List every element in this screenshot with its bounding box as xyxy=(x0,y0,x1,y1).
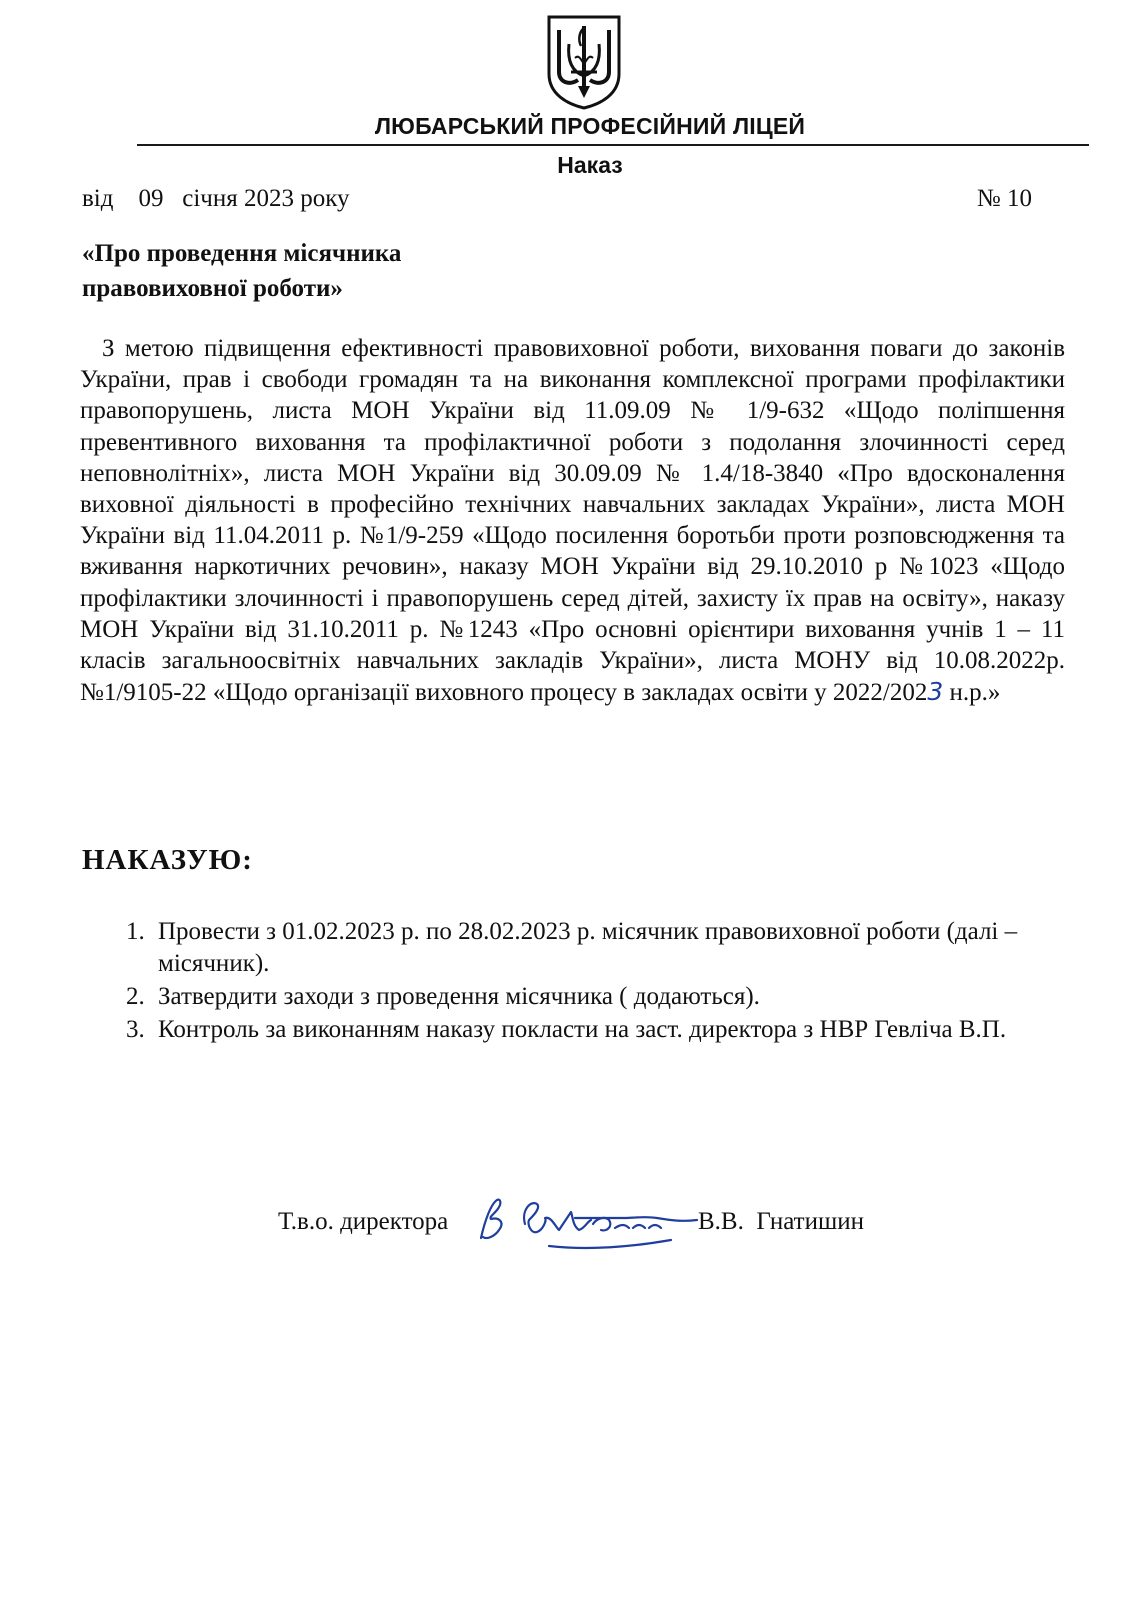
preamble-text-end: н.р.» xyxy=(943,679,1001,707)
order-item-number: 2. xyxy=(126,983,145,1010)
order-items-list xyxy=(108,916,1068,1047)
order-item-number: 3. xyxy=(126,1016,145,1043)
order-number: № 10 xyxy=(976,185,1032,212)
decree-heading: НАКАЗУЮ: xyxy=(82,844,253,876)
preamble-paragraph xyxy=(80,333,1065,708)
handwritten-correction: 3 xyxy=(927,677,944,707)
order-item-text: Провести з 01.02.2023 р. по 28.02.2023 р. місячник правовиховної роботи (далі – місячник). xyxy=(158,918,1018,977)
coat-of-arms-icon xyxy=(545,14,623,110)
organization-name: ЛЮБАРСЬКИЙ ПРОФЕСІЙНИЙ ЛІЦЕЙ xyxy=(374,113,806,139)
subject-line-1: «Про проведення місячника xyxy=(82,240,402,267)
handwritten-signature xyxy=(475,1190,705,1254)
document-type-title: Наказ xyxy=(557,152,623,178)
preamble-text: З метою підвищення ефективності правовиховної роботи, виховання поваги до законів України, прав і свободи громадян та на виконання комплексної програми профілактики правопорушень, листа МОН України від 11.09.09 № 1/9-632 «Щодо поліпшення превентивного виховання та профілактичної роботи з подолання злочинності серед неповнолітніх», листа МОН України від 30.09.09 № 1.4/18-3840 «Про вдосконалення виховної діяльності в професійно технічних навчальних закладах України», листа МОН України від 11.04.2011 р. №1/9-259 «Щодо посилення боротьби проти розповсюдження та вживання наркотичних речовин», наказу МОН України від 29.10.2010 р №1023 «Щодо профілактики злочинності і правопорушень серед дітей, захисту їх прав на освіту», наказу МОН України від 31.10.2011 р. №1243 «Про основні орієнтири виховання учнів 1 – 11 класів загальноосвітніх навчальних закладів України», листа МОНУ від 10.08.2022р. №1/9105-22 «Щодо організації виховного процесу в закладах освіти у 2022/202 xyxy=(80,335,1065,707)
order-subject xyxy=(82,236,682,306)
order-item-text: Контроль за виконанням наказу покласти на заст. директора з НВР Гевліча В.П. xyxy=(158,1016,1007,1043)
order-item xyxy=(108,1014,1068,1046)
header-rule xyxy=(137,144,1089,146)
order-item-number: 1. xyxy=(126,918,145,945)
date-number-line xyxy=(82,185,1032,213)
signatory-role: Т.в.о. директора xyxy=(278,1208,449,1235)
signatory-name: В.В. Гнатишин xyxy=(698,1208,864,1235)
order-item xyxy=(108,981,1068,1013)
order-item xyxy=(108,916,1068,980)
order-item-text: Затвердити заходи з проведення місячника ( додаються). xyxy=(158,983,760,1010)
order-date: від 09 січня 2023 року xyxy=(82,185,350,212)
subject-line-2: правовиховної роботи» xyxy=(82,275,343,302)
